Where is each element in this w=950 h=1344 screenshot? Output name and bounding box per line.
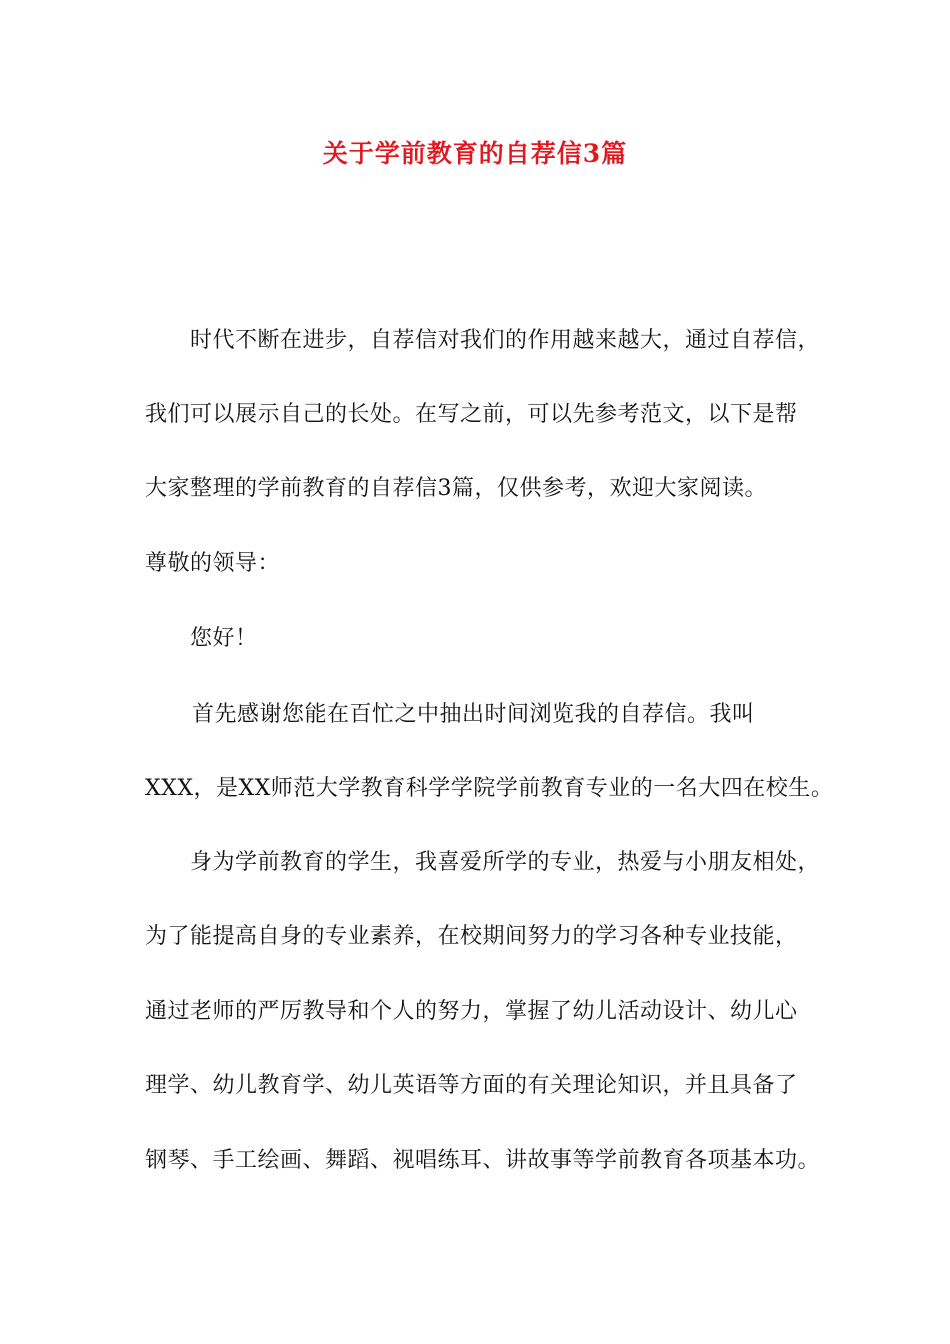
greeting: 您好！ [190,626,258,651]
document-title: 关于学前教育的自荐信3篇 [322,139,628,168]
intro-line-1: 时代不断在进步，自荐信对我们的作用越来越大，通过自荐信， [190,328,821,353]
body-line-7: 钢琴、手工绘画、舞蹈、视唱练耳、讲故事等学前教育各项基本功。 [145,1148,821,1173]
body-line-5: 通过老师的严厉教导和个人的努力，掌握了幼儿活动设计、幼儿心 [145,999,798,1024]
salutation: 尊敬的领导： [145,551,281,576]
body-line-6: 理学、幼儿教育学、幼儿英语等方面的有关理论知识，并且具备了 [145,1073,798,1098]
body-line-2: XXX，是XX师范大学教育科学学院学前教育专业的一名大四在校生。 [145,776,834,801]
intro-line-2: 我们可以展示自己的长处。在写之前，可以先参考范文，以下是帮 [145,402,798,427]
body-line-3: 身为学前教育的学生，我喜爱所学的专业，热爱与小朋友相处， [190,850,821,875]
body-line-1: 首先感谢您能在百忙之中抽出时间浏览我的自荐信。我叫 [192,702,755,727]
intro-line-3: 大家整理的学前教育的自荐信3篇，仅供参考，欢迎大家阅读。 [145,476,767,501]
body-line-4: 为了能提高自身的专业素养，在校期间努力的学习各种专业技能， [145,924,798,949]
